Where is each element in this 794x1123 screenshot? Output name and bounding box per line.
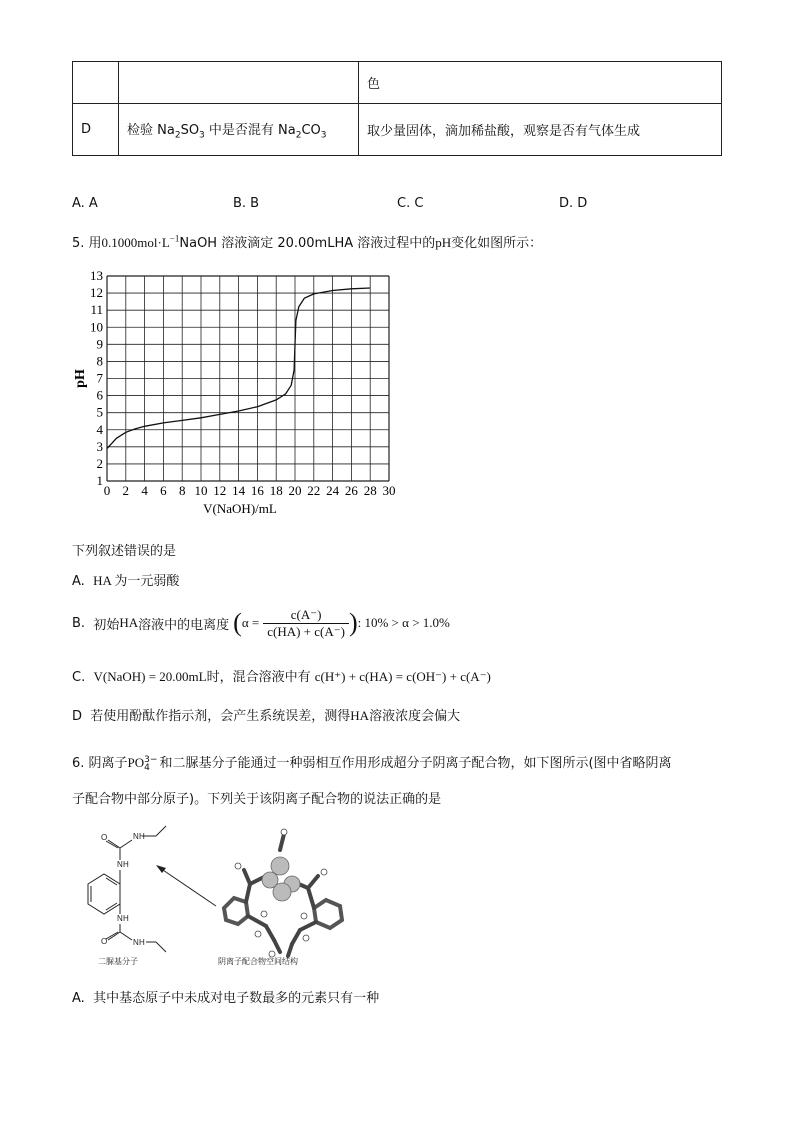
x-tick-label: 12 (213, 483, 227, 498)
q4-options (72, 196, 722, 214)
y-tick-label: 7 (96, 370, 103, 386)
complex-caption: 阴离子配合物空间结构 (218, 957, 298, 966)
y-tick-label: 3 (96, 438, 103, 454)
table-row (73, 104, 722, 156)
x-tick-label: 10 (194, 483, 208, 498)
x-tick-label: 26 (344, 483, 358, 498)
x-tick-label: 6 (160, 483, 167, 498)
atom-label: H (123, 860, 129, 869)
y-tick-label: 13 (90, 268, 103, 283)
x-tick-label: 22 (307, 483, 321, 498)
y-tick-labels (90, 268, 104, 488)
y-tick-label: 11 (90, 302, 103, 318)
option-d: D. D (559, 196, 588, 211)
y-tick-label: 9 (96, 336, 103, 352)
q5-option-d: D 若使用酚酞作指示剂，会产生系统误差，测得HA溶液浓度会偏大 (72, 708, 461, 724)
atom-label: O (101, 833, 108, 842)
x-tick-label: 14 (232, 483, 246, 498)
x-tick-label: 8 (178, 483, 186, 498)
x-tick-label: 24 (326, 483, 340, 498)
x-tick-label: 20 (288, 483, 302, 498)
q5-option-c: C. V(NaOH) = 20.00mL时，混合溶液中有 c(H⁺) + c(HA) = c(OH⁻) + c(A⁻) (72, 669, 491, 685)
ph-titration-chart (70, 262, 410, 524)
x-tick-label: 30 (382, 483, 396, 498)
atom-label: N (133, 938, 139, 947)
y-tick-label: 8 (96, 353, 103, 369)
option-a: A. A (72, 196, 98, 211)
y-tick-label: 10 (90, 319, 103, 335)
table-cell: 色 (359, 62, 722, 104)
experiment-table (72, 61, 722, 156)
x-tick-label: 16 (250, 483, 264, 498)
y-tick-label: 4 (96, 421, 103, 437)
table-cell: 检验 $Na_2SO_3$ 中是否混有 $Na_2CO_3$ (119, 104, 359, 156)
atom-label: N (117, 860, 123, 869)
x-tick-label: 0 (103, 483, 111, 498)
atom-label: H (139, 832, 145, 841)
x-tick-label: 18 (269, 483, 283, 498)
x-tick-labels (104, 483, 396, 498)
x-axis-label: V(NaOH)/mL (203, 501, 277, 516)
q6-option-a: A. 其中基态原子中未成对电子数最多的元素只有一种 (72, 991, 380, 1006)
q6-stem-line1: 6. 阴离子PO 3− 4 和二脲基分子能通过一种弱相互作用形成超分子阴离子配合物，如下图所示(图中省略阴离 (72, 754, 672, 773)
table-cell (73, 62, 119, 104)
option-c: C. C (397, 196, 424, 211)
atom-label: N (117, 914, 123, 923)
q5-option-a: A. HA 为一元弱酸 (72, 573, 180, 589)
q5-option-b: B. 初始 HA 溶液中的电离度 ( α = $\frac{c(A^-)}{c(HA) + c(A^-)}$ ) : 10% > α > 1.0% (72, 606, 450, 639)
chart-grid (107, 276, 389, 481)
atom-label: H (139, 938, 145, 947)
y-axis-label: pH (73, 369, 88, 388)
atom-label: N (133, 832, 139, 841)
y-tick-label: 5 (96, 404, 103, 420)
table-cell (119, 62, 359, 104)
option-b: B. B (233, 196, 260, 211)
q5-prompt: 下列叙述错误的是 (72, 544, 177, 559)
y-tick-label: 1 (96, 473, 103, 488)
atom-label: O (101, 937, 108, 946)
x-tick-label: 2 (122, 483, 130, 498)
q6-stem-line2: 子配合物中部分原子)。下列关于该阴离子配合物的说法正确的是 (72, 792, 442, 807)
q5-stem: 5. 用$0.1000mol\cdot L^{-1}NaOH$ 溶液滴定 20.00mLHA 溶液过程中的pH变化如图所示： (72, 233, 543, 251)
y-tick-label: 2 (96, 455, 103, 471)
y-tick-label: 6 (96, 387, 103, 403)
atom-label: H (123, 914, 129, 923)
table-row (73, 62, 722, 104)
x-tick-label: 28 (363, 483, 377, 498)
bisurea-caption: 二脲基分子 (98, 957, 138, 966)
x-tick-label: 4 (141, 483, 148, 498)
table-cell: 取少量固体，滴加稀盐酸，观察是否有气体生成 (359, 104, 722, 156)
table-cell: D (73, 104, 119, 156)
anion-complex-3d-figure (208, 822, 358, 968)
y-tick-label: 12 (90, 285, 103, 301)
